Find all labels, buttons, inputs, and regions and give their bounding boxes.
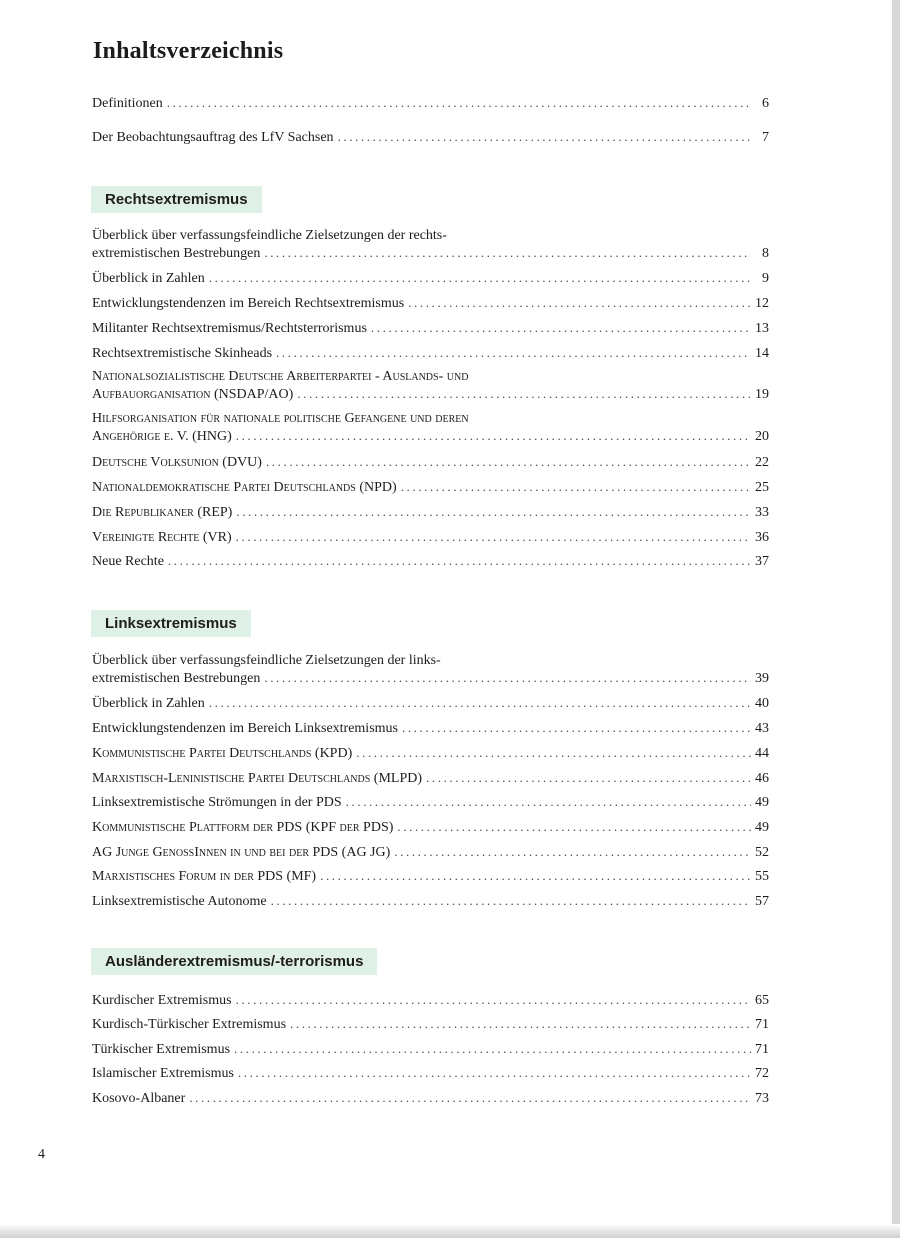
- toc-entry-page: 39: [755, 671, 769, 686]
- toc-entry[interactable]: [92, 719, 769, 737]
- page-edge-bottom: [0, 1224, 900, 1238]
- toc-entry-page: 25: [755, 480, 769, 495]
- toc-entry[interactable]: [92, 528, 769, 546]
- toc-entry-page: 49: [755, 795, 769, 810]
- section-heading-auslaenderextremismus: Ausländerextremismus/-terrorismus: [91, 948, 377, 975]
- toc-entry-page: 9: [762, 271, 769, 286]
- toc-entry[interactable]: [92, 818, 769, 836]
- toc-entry-text: Aufbauorganisation (NSDAP/AO): [92, 387, 294, 402]
- leader-dots: [402, 719, 751, 736]
- leader-dots: [356, 744, 751, 761]
- toc-entry-page: 14: [755, 346, 769, 361]
- toc-entry[interactable]: [92, 128, 769, 146]
- leader-dots: [266, 453, 751, 470]
- toc-entry-text: Kosovo-Albaner: [92, 1091, 186, 1106]
- leader-dots: [297, 385, 751, 402]
- toc-entry-text: extremistischen Bestrebungen: [92, 246, 261, 261]
- section-heading-linksextremismus: Linksextremismus: [91, 610, 251, 637]
- toc-entry[interactable]: [92, 503, 769, 521]
- toc-entry-text: Nationaldemokratische Partei Deutschlands (NPD): [92, 480, 397, 495]
- toc-entry[interactable]: [92, 453, 769, 471]
- page-edge-right: [892, 0, 900, 1238]
- toc-entry[interactable]: [92, 1089, 769, 1107]
- leader-dots: [209, 269, 751, 286]
- toc-entry-page: 13: [755, 321, 769, 336]
- leader-dots: [408, 294, 751, 311]
- toc-entry-page: 22: [755, 455, 769, 470]
- toc-entry-text: extremistischen Bestrebungen: [92, 671, 261, 686]
- toc-entry-text: Definitionen: [92, 96, 163, 111]
- toc-entry-page: 57: [755, 894, 769, 909]
- toc-entry-text: Marxistisches Forum in der PDS (MF): [92, 869, 317, 884]
- leader-dots: [290, 1015, 751, 1032]
- toc-entry-page: 43: [755, 721, 769, 736]
- leader-dots: [236, 503, 751, 520]
- toc-entry-text: Überblick in Zahlen: [92, 696, 205, 711]
- leader-dots: [338, 128, 751, 145]
- toc-entry[interactable]: [92, 991, 769, 1009]
- toc-entry-text: Linksextremistische Autonome: [92, 894, 267, 909]
- toc-entry-text: Kurdischer Extremismus: [92, 993, 232, 1008]
- leader-dots: [236, 991, 751, 1008]
- toc-entry[interactable]: [92, 269, 769, 287]
- toc-entry[interactable]: [92, 552, 769, 570]
- toc-entry-page: 55: [755, 869, 769, 884]
- leader-dots: [401, 478, 751, 495]
- toc-entry-page: 72: [755, 1066, 769, 1081]
- toc-entry-text: AG Junge GenossInnen in und bei der PDS (AG JG): [92, 845, 391, 860]
- toc-entry[interactable]: [92, 1064, 769, 1082]
- toc-entry-page: 6: [762, 96, 769, 111]
- toc-entry[interactable]: [92, 1015, 769, 1033]
- toc-entry-page: 37: [755, 554, 769, 569]
- toc-entry-text: Islamischer Extremismus: [92, 1066, 234, 1081]
- toc-entry-page: 65: [755, 993, 769, 1008]
- toc-entry-text: Militanter Rechtsextremismus/Rechtsterrorismus: [92, 321, 367, 336]
- toc-entry-text: Kommunistische Partei Deutschlands (KPD): [92, 746, 353, 761]
- toc-entry-text: Entwicklungstendenzen im Bereich Rechtsextremismus: [92, 296, 405, 311]
- toc-entry-text: Neue Rechte: [92, 554, 164, 569]
- toc-entry-text: Linksextremistische Strömungen in der PDS: [92, 795, 342, 810]
- toc-entry-page: 40: [755, 696, 769, 711]
- section-heading-rechtsextremismus: Rechtsextremismus: [91, 186, 262, 213]
- toc-entry-line1: Hilfsorganisation für nationale politische Gefangene und deren: [92, 411, 469, 426]
- leader-dots: [320, 867, 751, 884]
- toc-entry-text: Die Republikaner (REP): [92, 505, 233, 520]
- toc-entry-page: 73: [755, 1091, 769, 1106]
- page-title: Inhaltsverzeichnis: [93, 38, 284, 64]
- toc-entry-page: 12: [755, 296, 769, 311]
- toc-entry[interactable]: [92, 769, 769, 787]
- leader-dots: [397, 818, 751, 835]
- toc-entry[interactable]: [92, 843, 769, 861]
- leader-dots: [271, 892, 751, 909]
- toc-entry-page: 36: [755, 530, 769, 545]
- toc-entry[interactable]: [92, 744, 769, 762]
- toc-entry-text: Kurdisch-Türkischer Extremismus: [92, 1017, 287, 1032]
- toc-entry[interactable]: [92, 892, 769, 910]
- leader-dots: [236, 528, 751, 545]
- toc-entry[interactable]: [92, 867, 769, 885]
- leader-dots: [234, 1040, 751, 1057]
- toc-entry[interactable]: [92, 344, 769, 362]
- toc-entry-page: 52: [755, 845, 769, 860]
- toc-entry-text: Überblick in Zahlen: [92, 271, 205, 286]
- toc-entry-page: 7: [762, 130, 769, 145]
- toc-entry-text: Kommunistische Plattform der PDS (KPF der PDS): [92, 820, 394, 835]
- toc-entry[interactable]: [92, 793, 769, 811]
- leader-dots: [264, 244, 751, 261]
- toc-entry-page: 71: [755, 1042, 769, 1057]
- toc-entry-page: 33: [755, 505, 769, 520]
- toc-entry-page: 19: [755, 387, 769, 402]
- toc-entry-page: 46: [755, 771, 769, 786]
- toc-entry[interactable]: [92, 410, 769, 445]
- toc-entry-text: Der Beobachtungsauftrag des LfV Sachsen: [92, 130, 334, 145]
- toc-entry[interactable]: [92, 227, 769, 262]
- toc-entry[interactable]: [92, 478, 769, 496]
- leader-dots: [264, 669, 751, 686]
- toc-entry-page: 20: [755, 429, 769, 444]
- toc-entry-text: Vereinigte Rechte (VR): [92, 530, 232, 545]
- leader-dots: [236, 427, 751, 444]
- toc-entry-line1: Nationalsozialistische Deutsche Arbeiterpartei - Auslands- und: [92, 369, 469, 384]
- page-number: 4: [38, 1147, 45, 1162]
- toc-entry-line1: Überblick über verfassungsfeindliche Zielsetzungen der rechts-: [92, 228, 447, 243]
- toc-entry-text: Rechtsextremistische Skinheads: [92, 346, 273, 361]
- toc-entry-line1: Überblick über verfassungsfeindliche Zielsetzungen der links-: [92, 653, 441, 668]
- leader-dots: [346, 793, 751, 810]
- leader-dots: [371, 319, 751, 336]
- leader-dots: [238, 1064, 751, 1081]
- toc-entry[interactable]: [92, 294, 769, 312]
- toc-entry[interactable]: [92, 694, 769, 712]
- toc-entry-text: Marxistisch-Leninistische Partei Deutschlands (MLPD): [92, 771, 423, 786]
- leader-dots: [189, 1089, 751, 1106]
- toc-entry[interactable]: [92, 94, 769, 112]
- toc-entry-text: Türkischer Extremismus: [92, 1042, 231, 1057]
- toc-entry[interactable]: [92, 368, 769, 403]
- leader-dots: [426, 769, 751, 786]
- toc-entry-text: Entwicklungstendenzen im Bereich Linksextremismus: [92, 721, 398, 736]
- toc-entry-page: 49: [755, 820, 769, 835]
- leader-dots: [168, 552, 751, 569]
- toc-entry-text: Angehörige e. V. (HNG): [92, 429, 232, 444]
- toc-entry[interactable]: [92, 652, 769, 687]
- leader-dots: [167, 94, 751, 111]
- toc-entry-text: Deutsche Volksunion (DVU): [92, 455, 262, 470]
- toc-entry-page: 8: [762, 246, 769, 261]
- leader-dots: [394, 843, 751, 860]
- toc-entry-page: 71: [755, 1017, 769, 1032]
- toc-entry[interactable]: [92, 319, 769, 337]
- leader-dots: [276, 344, 751, 361]
- leader-dots: [209, 694, 751, 711]
- toc-entry[interactable]: [92, 1040, 769, 1058]
- toc-entry-page: 44: [755, 746, 769, 761]
